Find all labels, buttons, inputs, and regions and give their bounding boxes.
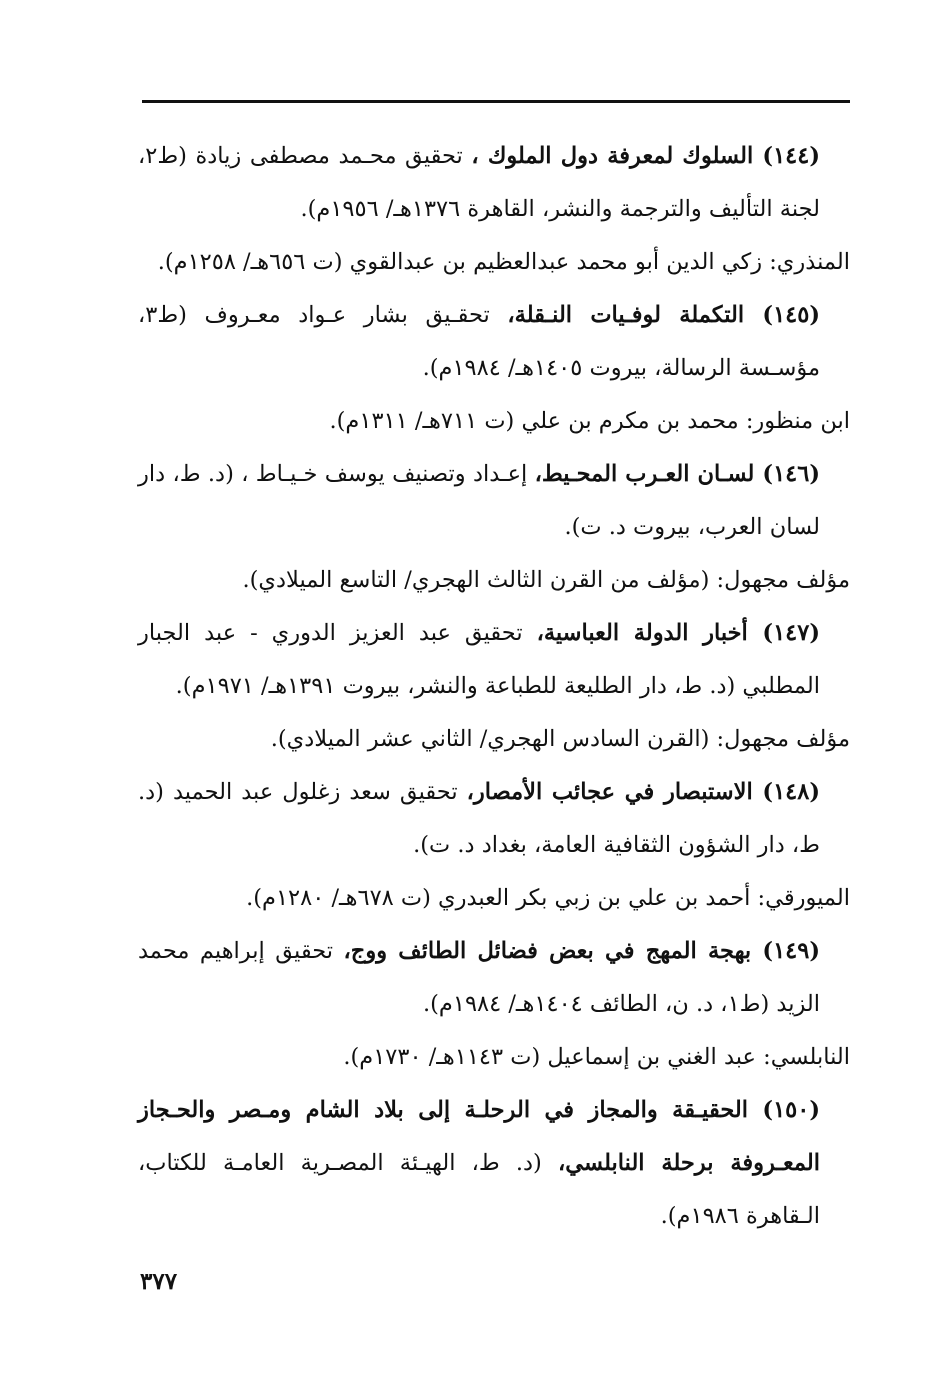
entry-details: تحقيق إبراهيم محمد الزيد (ط١، د. ن، الطائف ١٤٠٤هـ/ ١٩٨٤م). bbox=[138, 938, 820, 1017]
entry-title: (١٤٦) لسـان العـرب المحـيط، bbox=[534, 461, 820, 487]
author-heading-mayurqi: الميورقي: أحمد بن علي بن زبي بكر العبدري (ت ٦٧٨هـ/ ١٢٨٠م). bbox=[246, 885, 850, 911]
entry-title: (١٤٨) الاستبصار في عجائب الأمصار، bbox=[466, 779, 820, 805]
bibliography-entry-145 bbox=[138, 289, 850, 395]
entry-title: (١٤٤) السلوك لمعرفة دول الملوك ، bbox=[471, 143, 820, 169]
bibliography-entry-149 bbox=[138, 925, 850, 1031]
page-number: ٣٧٧ bbox=[140, 1268, 178, 1295]
entry-details: تحقيق عبد العزيز الدوري - عبد الجبار المطلبي (د. ط، دار الطليعة للطباعة والنشر، بيروت ١٣٩١هـ/ ١٩٧١م). bbox=[138, 620, 820, 699]
bibliography-entry-148 bbox=[138, 766, 850, 872]
author-heading-ibn-manzur: ابن منظور: محمد بن مكرم بن علي (ت ٧١١هـ/ ١٣١١م). bbox=[329, 408, 850, 434]
entry-title: (١٤٥) التكملة لوفـيات النـقلة، bbox=[507, 302, 820, 328]
entry-title: (١٤٩) بهجة المهج في بعض فضائل الطائف ووج، bbox=[343, 938, 820, 964]
bibliography-entry-150 bbox=[138, 1084, 850, 1243]
bibliography-entry-146 bbox=[138, 448, 850, 554]
bibliography-entry-147 bbox=[138, 607, 850, 713]
entry-title: (١٥٠) الحقيـقة والمجاز في الرحلـة إلى بلاد الشام ومـصر والحـجاز المعـروفة برحلة النابلسي، bbox=[138, 1097, 820, 1176]
entry-details: تحقيق محـمد مصطفى زيادة (ط٢، لجنة التأليف والترجمة والنشر، القاهرة ١٣٧٦هـ/ ١٩٥٦م). bbox=[138, 143, 820, 222]
author-heading-anonymous-6th: مؤلف مجهول: (القرن السادس الهجري/ الثاني عشر الميلادي). bbox=[270, 726, 850, 752]
bibliography-list bbox=[138, 130, 850, 1243]
entry-details: إعـداد وتصنيف يوسف خـيـاط ، (د. ط، دار لسان العرب، بيروت د. ت). bbox=[138, 461, 820, 540]
author-heading-anonymous-3rd: مؤلف مجهول: (مؤلف من القرن الثالث الهجري/ التاسع الميلادي). bbox=[242, 567, 850, 593]
entry-details: تحقـيق بشار عـواد معـروف (ط٣، مؤسـسة الرسالة، بيروت ١٤٠٥هـ/ ١٩٨٤م). bbox=[138, 302, 820, 381]
author-heading-nabulsi: النابلسي: عبد الغني بن إسماعيل (ت ١١٤٣هـ/ ١٧٣٠م). bbox=[343, 1044, 850, 1070]
entry-details: (د. ط، الهيـئة المصـرية العامـة للكتاب، الـقاهرة ١٩٨٦م). bbox=[138, 1150, 820, 1229]
bibliography-entry-144 bbox=[138, 130, 850, 236]
author-heading-mundhiri: المنذري: زكي الدين أبو محمد عبدالعظيم بن عبدالقوي (ت ٦٥٦هـ/ ١٢٥٨م). bbox=[157, 249, 850, 275]
header-rule bbox=[142, 100, 850, 103]
entry-title: (١٤٧) أخبار الدولة العباسية، bbox=[536, 620, 820, 646]
entry-details: تحقيق سعد زغلول عبد الحميد (د. ط، دار الشؤون الثقافية العامة، بغداد د. ت). bbox=[138, 779, 820, 858]
